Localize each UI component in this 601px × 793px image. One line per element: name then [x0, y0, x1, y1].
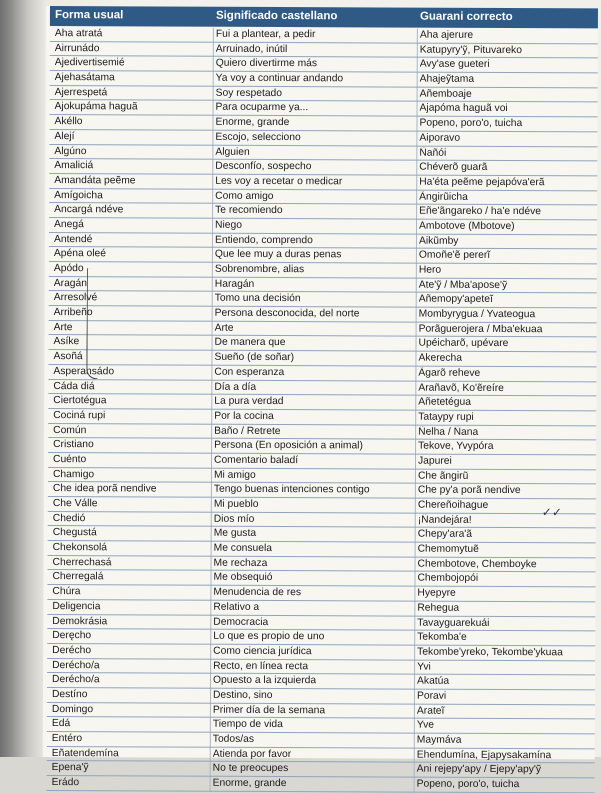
cell-significado: Quiero divertirme más	[215, 58, 318, 70]
cell-forma-usual: Che Válle	[52, 498, 98, 510]
cell-significado: Relativo a	[213, 601, 260, 613]
cell-guarani: Che py'a porã nendive	[417, 484, 521, 497]
cell-forma-usual: Ajerrespetá	[54, 86, 108, 99]
cell-significado: Por la cocina	[214, 410, 274, 422]
cell-guarani: Chéverõ guarã	[419, 161, 488, 174]
cell-significado: Sueño (de soñar)	[214, 351, 295, 364]
cell-forma-usual: Derécho	[52, 644, 92, 657]
cell-significado: La pura verdad	[214, 395, 284, 408]
cell-guarani: Arateĩ	[416, 705, 445, 717]
cell-guarani: Omoñe'ẽ pererĩ	[418, 249, 491, 262]
glossary-table	[47, 27, 598, 793]
cell-guarani: Japurei	[417, 455, 452, 467]
cell-guarani: Chembojopói	[417, 573, 479, 585]
cell-guarani: Tavayguarekuái	[417, 617, 490, 629]
cell-significado: Escojo, selecciono	[215, 131, 301, 143]
cell-forma-usual: Ciertotégua	[53, 395, 107, 407]
cell-significado: Primer día de la semana	[212, 704, 326, 716]
cell-forma-usual: Chegustá	[52, 527, 97, 539]
cell-guarani: Upéicharõ, upévare	[418, 338, 509, 350]
cell-guarani: Akatúa	[417, 675, 450, 688]
cell-significado: Me rechaza	[213, 557, 268, 569]
cell-guarani: Chepy'ara'ã	[417, 529, 473, 541]
cell-guarani: Tataypy rupi	[418, 411, 474, 423]
cell-forma-usual: Apéna oleé	[53, 248, 107, 260]
cell-forma-usual: Alejí	[54, 130, 75, 142]
cell-guarani: Chemomytuẽ	[417, 543, 479, 555]
cell-guarani: Ãngirũicha	[419, 191, 468, 203]
cell-forma-usual: Chúra	[52, 586, 81, 598]
cell-forma-usual: Deręcho	[52, 630, 92, 642]
cell-forma-usual: Erádo	[51, 777, 80, 789]
cell-significado: Me gusta	[213, 528, 257, 540]
cell-guarani: Popeno, poro'o, tuicha	[416, 778, 520, 791]
cell-guarani: Ha'éta peẽme pejapóva'erã	[419, 176, 545, 189]
cell-guarani: Tekomba'e	[417, 631, 467, 644]
cell-forma-usual: Ajehasátama	[54, 72, 115, 84]
cell-guarani: Che ãngirũ	[417, 470, 469, 482]
cell-forma-usual: Derécho/a	[52, 674, 100, 686]
cell-significado: Enorme, grande	[212, 777, 287, 790]
cell-significado: Como amigo	[215, 190, 274, 202]
cell-significado: Atienda por favor	[212, 748, 292, 760]
cell-forma-usual: Arresolvé	[53, 292, 98, 304]
cell-guarani: Chereñoihague	[417, 499, 489, 511]
cell-significado: Les voy a recetar o medicar	[215, 175, 343, 188]
header-forma-usual: Forma usual	[54, 9, 124, 22]
cell-forma-usual: Eñatendemína	[51, 747, 119, 760]
handwritten-bracket-mark	[86, 268, 97, 379]
cell-forma-usual: Deligencia	[52, 600, 101, 613]
cell-guarani: Ahajeỹtama	[419, 73, 475, 85]
cell-forma-usual: Chekonsolá	[52, 542, 108, 554]
cell-forma-usual: Aragán	[53, 277, 88, 289]
cell-guarani: Poravi	[416, 690, 447, 702]
cell-guarani: Maymáva	[416, 734, 462, 746]
cell-forma-usual: Edá	[51, 718, 71, 730]
cell-significado: Tiempo de vida	[212, 719, 283, 731]
cell-forma-usual: Amandáta peẽme	[54, 174, 136, 187]
cell-significado: Baño / Retrete	[214, 425, 281, 437]
cell-guarani: Mombyrygua / Yvateogua	[418, 308, 536, 321]
cell-guarani: Hero	[418, 264, 442, 276]
cell-significado: Sobrenombre, alias	[214, 263, 305, 276]
cell-significado: Haragán	[214, 278, 255, 290]
cell-forma-usual: Airrunádo	[54, 42, 100, 54]
cell-guarani: Añemopy'apeteĩ	[418, 294, 493, 306]
cell-significado: Opuesto a la izquierda	[213, 674, 317, 687]
cell-significado: Me obsequió	[213, 572, 273, 584]
cell-guarani: Katupyry'ỹ, Pituvareko	[419, 44, 522, 56]
cell-forma-usual: Asoñá	[53, 351, 83, 363]
cell-significado: Día a día	[214, 381, 257, 393]
cell-forma-usual: Cristiano	[53, 439, 94, 451]
cell-significado: Persona desconocida, del norte	[214, 307, 360, 320]
cell-forma-usual: Cociná rupi	[53, 409, 106, 422]
cell-significado: Fui a plantear, a pedir	[215, 28, 316, 41]
cell-forma-usual: Apódo	[53, 263, 84, 275]
cell-significado: Lo que es propio de uno	[213, 630, 325, 643]
cell-guarani: Añetetégua	[418, 396, 471, 409]
cell-forma-usual: Común	[53, 424, 87, 436]
cell-significado: Niego	[215, 219, 242, 231]
cell-guarani: ¡Ñandejára!	[417, 514, 472, 526]
cell-forma-usual: Cherrechasá	[52, 556, 112, 569]
cell-guarani: Tekove, Yvypóra	[418, 440, 494, 453]
cell-forma-usual: Ajokupáma haguã	[54, 101, 138, 113]
cell-guarani: Arañavõ, Ko'ẽreíre	[418, 382, 504, 394]
cell-guarani: Popeno, poro'o, tuicha	[419, 117, 523, 130]
cell-significado: Que lee muy a duras penas	[214, 249, 342, 261]
cell-significado: Tengo buenas intenciones contigo	[213, 484, 370, 496]
cell-forma-usual: Amaliciá	[54, 160, 94, 172]
cell-forma-usual: Aha atratá	[54, 28, 103, 40]
cell-significado: Destino, sino	[212, 689, 273, 701]
cell-guarani: Akerecha	[418, 352, 463, 364]
header-guarani-correcto: Guarani correcto	[419, 10, 513, 24]
cell-forma-usual: Chamigo	[52, 468, 95, 480]
cell-significado: Ya voy a continuar andando	[215, 72, 344, 85]
cell-forma-usual: Amígoicha	[54, 189, 103, 201]
cell-forma-usual: Algúno	[54, 145, 87, 157]
cell-significado: Persona (En oposición a animal)	[214, 439, 363, 452]
cell-guarani: Aha ajerure	[419, 29, 474, 41]
cell-guarani: Ani rejepy'apy / Ejepy'apy'ỹ	[416, 763, 542, 776]
cell-forma-usual: Epena'ỹ	[51, 762, 89, 774]
cell-forma-usual: Ancargá ndéve	[54, 204, 124, 216]
cell-significado: Te recomiendo	[215, 204, 283, 217]
glossary-page	[43, 6, 598, 791]
cell-guarani: Chembotove, Chemboyke	[417, 558, 537, 570]
cell-significado: Alguien	[215, 146, 250, 158]
cell-significado: Me consuela	[213, 542, 273, 555]
cell-forma-usual: Ajedivertisemié	[54, 57, 125, 69]
cell-significado: Dios mío	[213, 513, 255, 525]
cell-forma-usual: Cáda diá	[53, 380, 95, 392]
cell-forma-usual: Akéllo	[54, 116, 83, 128]
cell-significado: Arruinado, inútil	[215, 43, 288, 55]
cell-significado: Comentario baladí	[213, 454, 299, 467]
handwritten-checkmark: ✓✓	[541, 505, 562, 520]
cell-forma-usual: Entéro	[51, 733, 83, 745]
cell-significado: Democracia	[213, 616, 269, 628]
cell-significado: Enorme, grande	[215, 116, 290, 129]
cell-significado: Menudencia de res	[213, 586, 302, 599]
cell-significado: Para ocuparme ya...	[215, 102, 309, 114]
cell-forma-usual: Arribeño	[53, 307, 93, 319]
header-significado-castellano: Significado castellano	[215, 9, 338, 23]
cell-guarani: Eñe'ãngareko / ha'e ndéve	[419, 205, 542, 218]
cell-guarani: Ñelha / Ñana	[418, 426, 479, 438]
cell-forma-usual: Derécho/a	[52, 659, 100, 671]
cell-forma-usual: Demokrásia	[52, 615, 108, 627]
cell-significado: Como ciencia jurídica	[213, 645, 312, 658]
table-row	[47, 776, 595, 793]
cell-guarani: Ate'ỹ / Mba'apose'ỹ	[418, 279, 508, 291]
cell-guarani: Hyepyre	[417, 587, 456, 599]
cell-forma-usual: Asperansádo	[53, 365, 115, 378]
cell-significado: Tomo una decisión	[214, 293, 301, 305]
cell-forma-usual: Antendé	[53, 233, 93, 245]
table-header	[50, 6, 598, 28]
cell-guarani: Rehegua	[417, 602, 460, 614]
cell-significado: No te preocupes	[212, 763, 289, 775]
cell-guarani: Añemboaje	[419, 88, 472, 100]
cell-significado: Recto, en línea recta	[213, 660, 309, 672]
cell-forma-usual: Domingo	[51, 703, 94, 715]
cell-guarani: Tekombe'yreko, Tekombe'ykuaa	[417, 646, 563, 659]
cell-forma-usual: Arte	[53, 321, 73, 333]
cell-guarani: Ajapóma haguã voi	[419, 103, 508, 115]
cell-guarani: Yvi	[417, 661, 431, 673]
cell-significado: Mi amigo	[213, 469, 256, 481]
cell-significado: Arte	[214, 322, 234, 334]
cell-guarani: Ambotove (Mbotove)	[419, 220, 515, 232]
cell-forma-usual: Destíno	[51, 688, 88, 701]
cell-guarani: Porãguerojera / Mba'ekuaa	[418, 323, 543, 335]
cell-guarani: Ñañói	[419, 147, 447, 159]
cell-significado: Entiendo, comprendo	[214, 234, 313, 246]
cell-significado: Desconfío, sospecho	[215, 160, 312, 173]
cell-significado: Con esperanza	[214, 366, 285, 378]
cell-guarani: Ehendumína, Ejapysakamína	[416, 749, 552, 761]
cell-forma-usual: Che idea porã nendive	[52, 483, 157, 495]
cell-guarani: Aiporavo	[419, 132, 461, 144]
cell-guarani: Ãgarõ reheve	[418, 367, 481, 379]
cell-guarani: Yve	[416, 719, 435, 732]
cell-forma-usual: Cherregalá	[52, 571, 104, 583]
cell-significado: Todos/as	[212, 733, 255, 745]
cell-significado: De manera que	[214, 337, 286, 349]
cell-guarani: Avy'ase gueteri	[419, 59, 490, 71]
cell-forma-usual: Chedió	[52, 512, 86, 524]
cell-forma-usual: Asíke	[53, 336, 80, 348]
cell-significado: Mi pueblo	[213, 498, 259, 510]
cell-forma-usual: Cuénto	[52, 453, 87, 466]
cell-forma-usual: Anegá	[54, 218, 84, 231]
cell-significado: Soy respetado	[215, 87, 283, 99]
cell-guarani: Aikũmby	[418, 235, 459, 247]
